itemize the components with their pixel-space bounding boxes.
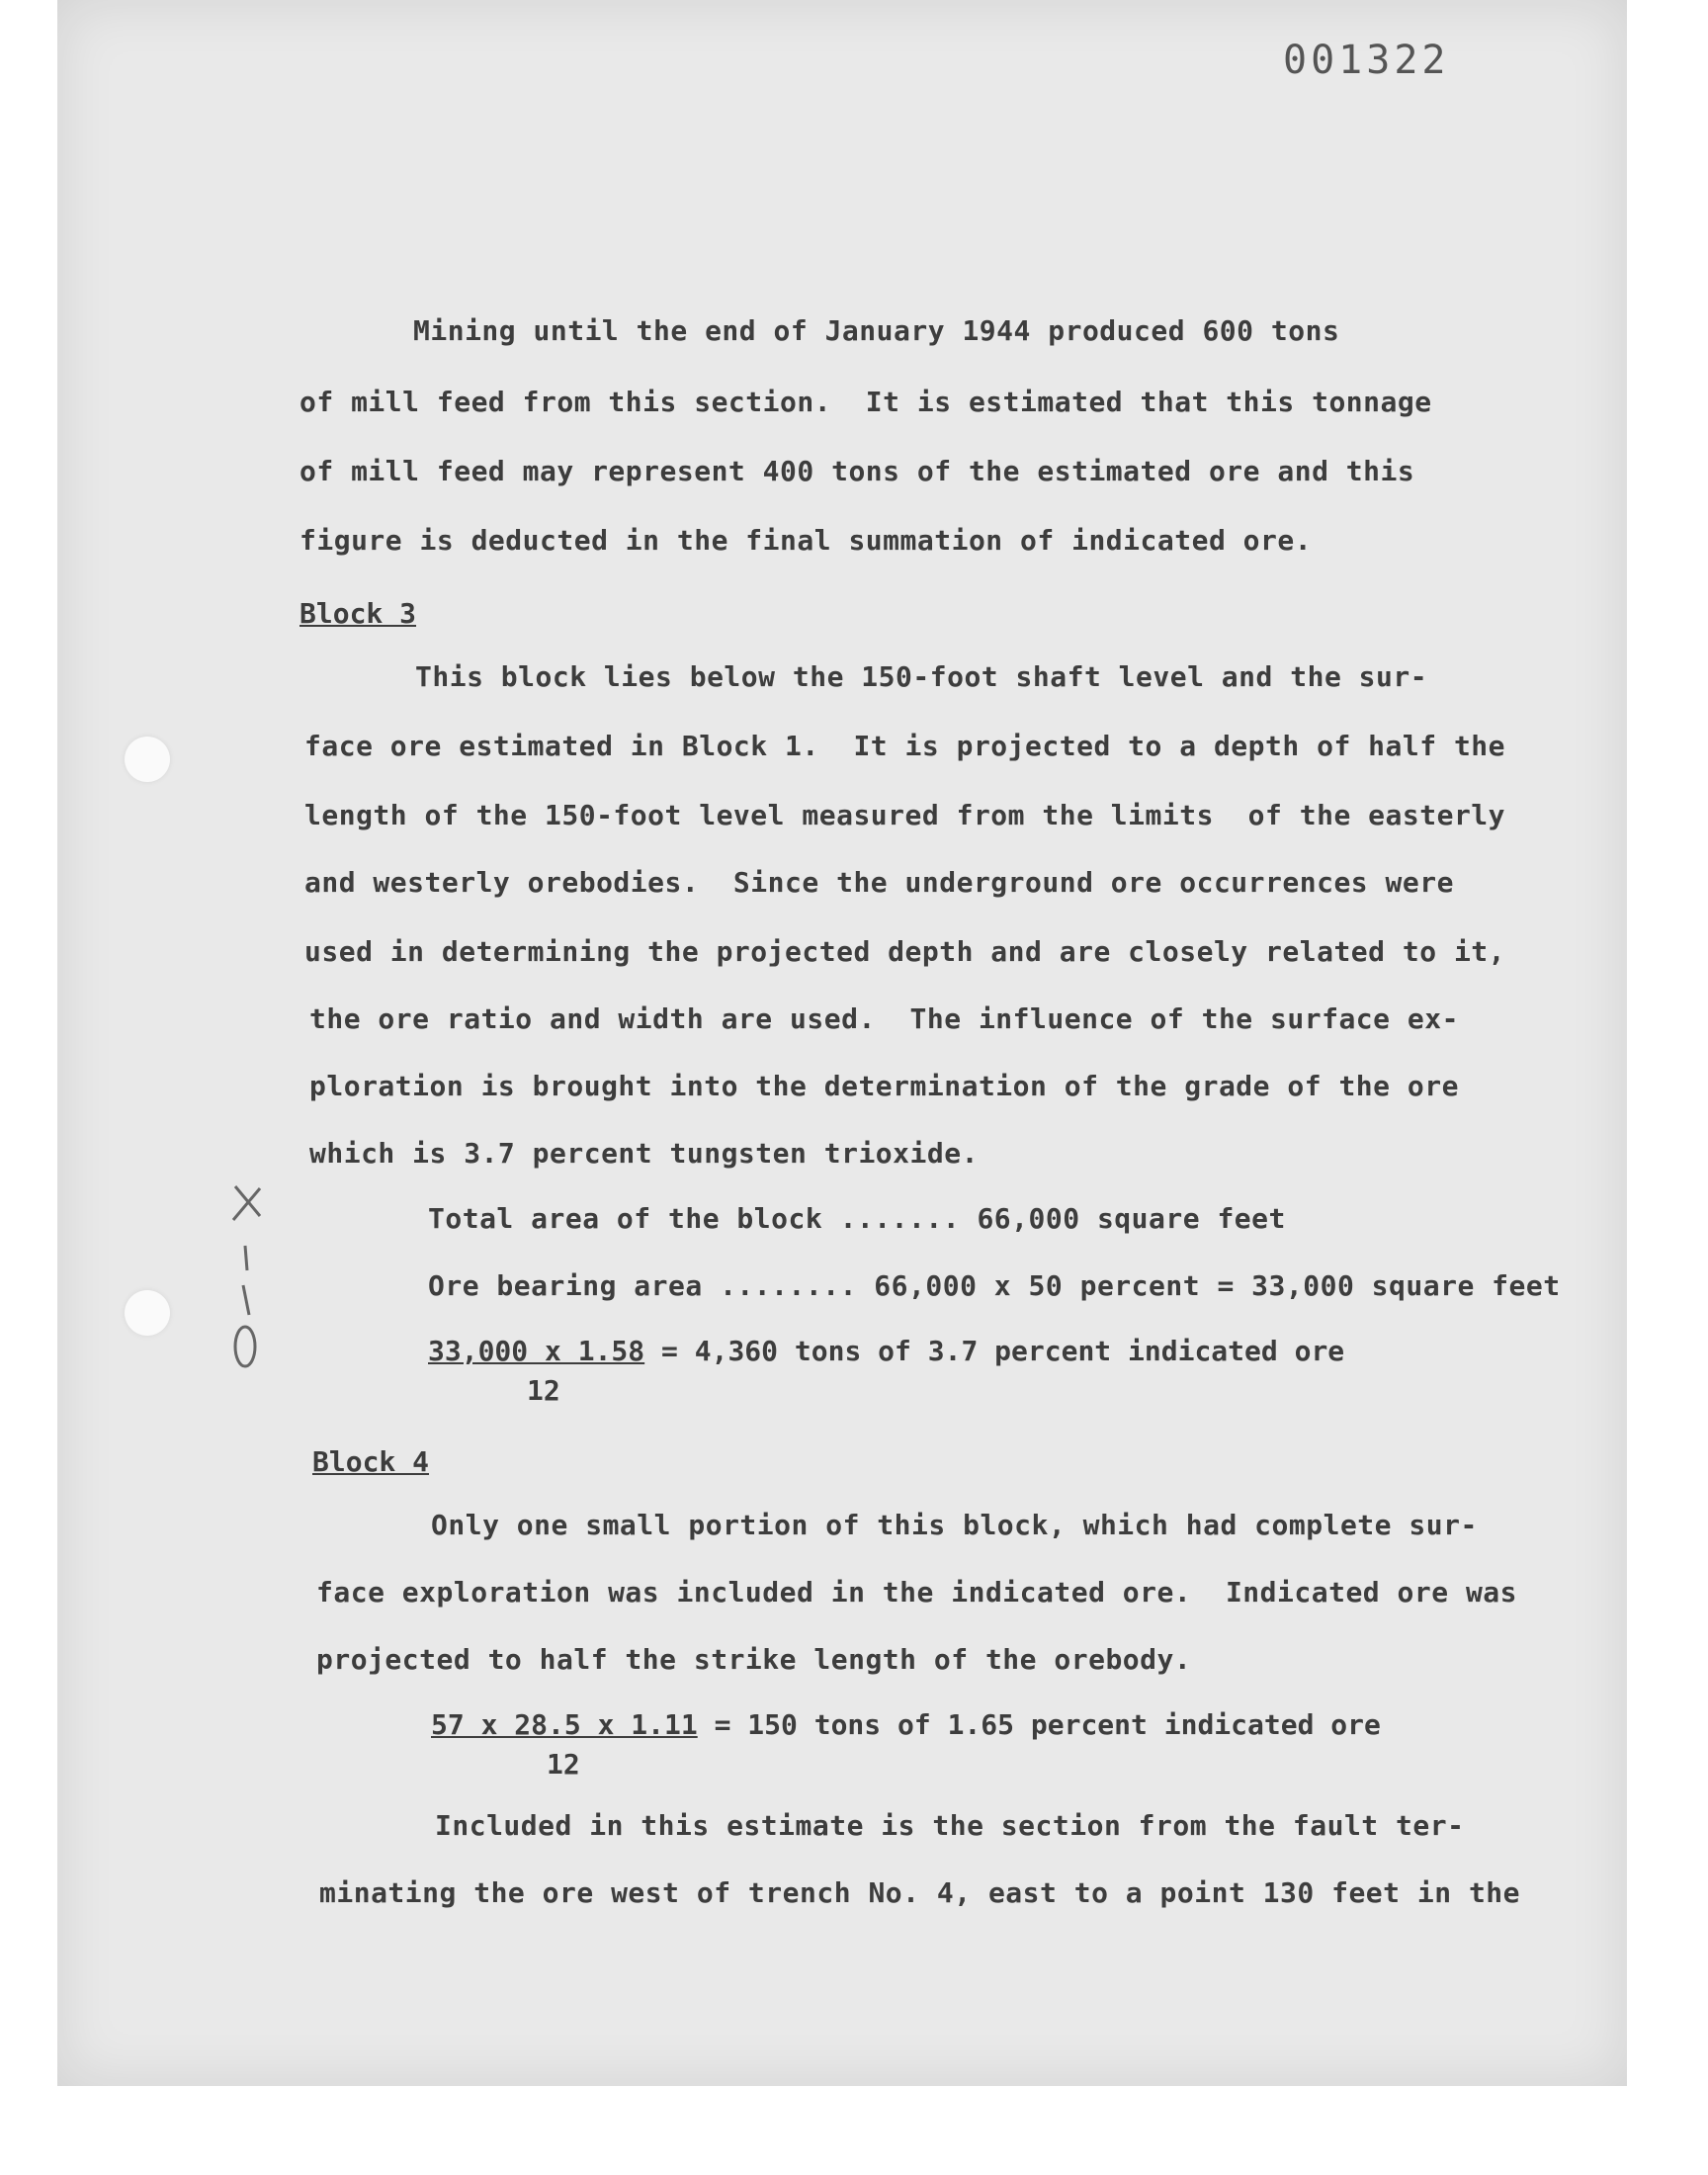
block4-formula-denominator: 12 (547, 1748, 580, 1781)
block4-line-1: Only one small portion of this block, which had complete sur- (431, 1509, 1478, 1541)
block3-line-6: the ore ratio and width are used. The influence of the surface ex- (309, 1002, 1459, 1035)
block4-heading: Block 4 (312, 1445, 430, 1478)
block3-formula-numerator: 33,000 x 1.58 (428, 1335, 645, 1367)
punch-hole-top (125, 737, 170, 782)
block4-formula (431, 1708, 1381, 1741)
block3-line-7: ploration is brought into the determination of the grade of the ore (309, 1070, 1459, 1102)
handwritten-mark-icon (206, 1176, 285, 1374)
punch-hole-bottom (125, 1290, 170, 1336)
block4-formula-result: = 150 tons of 1.65 percent indicated ore (697, 1708, 1381, 1741)
block4-formula-numerator: 57 x 28.5 x 1.11 (431, 1708, 698, 1741)
block3-line-3: length of the 150-foot level measured from the limits of the easterly (304, 799, 1506, 831)
block4-para2-line-2: minating the ore west of trench No. 4, east to a point 130 feet in the (319, 1876, 1521, 1909)
paragraph1-line-2: of mill feed from this section. It is estimated that this tonnage (299, 386, 1432, 418)
block3-line-2: face ore estimated in Block 1. It is projected to a depth of half the (304, 730, 1506, 762)
block4-line-3: projected to half the strike length of the orebody. (316, 1643, 1192, 1676)
block3-formula-result: = 4,360 tons of 3.7 percent indicated ore (644, 1335, 1345, 1367)
block4-line-2: face exploration was included in the indicated ore. Indicated ore was (316, 1576, 1518, 1609)
block4-para2-line-1: Included in this estimate is the section from the fault ter- (435, 1809, 1465, 1842)
paragraph1-line-4: figure is deducted in the final summation of indicated ore. (299, 524, 1313, 557)
block3-formula-denominator: 12 (527, 1374, 560, 1407)
block3-formula (428, 1335, 1344, 1367)
block3-line-1: This block lies below the 150-foot shaft level and the sur- (415, 660, 1428, 693)
block3-line-4: and westerly orebodies. Since the underground ore occurrences were (304, 866, 1454, 899)
block3-heading: Block 3 (299, 597, 417, 630)
page-number: 001322 (1283, 38, 1450, 83)
block3-line-5: used in determining the projected depth and are closely related to it, (304, 935, 1506, 968)
block3-ore-bearing: Ore bearing area ........ 66,000 x 50 percent = 33,000 square feet (428, 1269, 1561, 1302)
block3-line-8: which is 3.7 percent tungsten trioxide. (309, 1137, 979, 1170)
paragraph1-line-1: Mining until the end of January 1944 produced 600 tons (413, 314, 1340, 347)
paragraph1-line-3: of mill feed may represent 400 tons of the estimated ore and this (299, 455, 1415, 487)
document-page (57, 0, 1627, 2086)
block3-total-area: Total area of the block ....... 66,000 square feet (428, 1202, 1286, 1235)
